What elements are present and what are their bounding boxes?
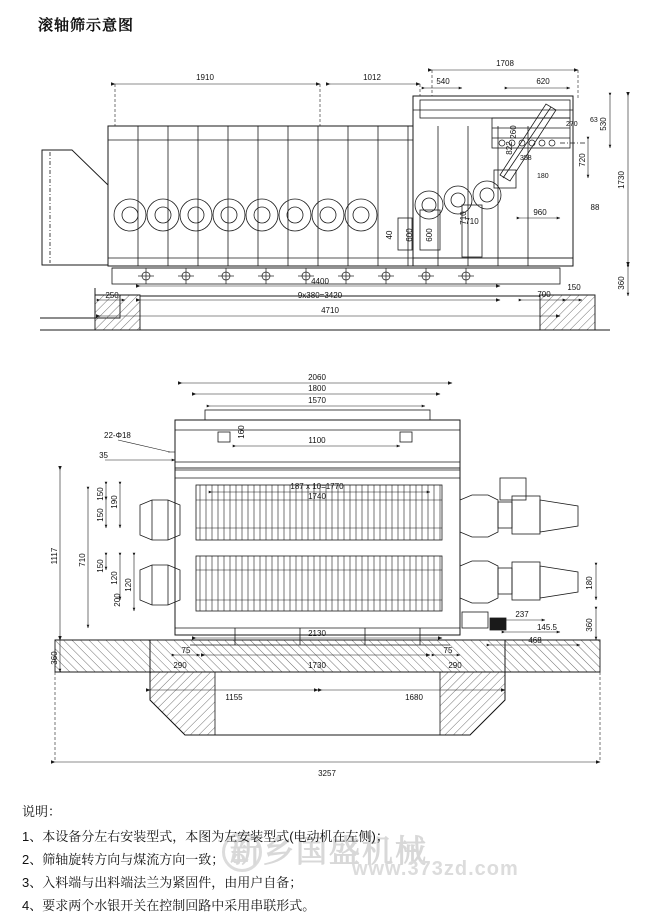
note-item-2: 2、筛轴旋转方向与煤流方向一致； — [22, 852, 225, 867]
svg-text:960: 960 — [533, 208, 547, 217]
svg-text:360: 360 — [617, 276, 626, 290]
svg-text:360: 360 — [50, 651, 59, 665]
svg-text:160: 160 — [237, 425, 246, 439]
svg-text:710: 710 — [459, 211, 468, 225]
svg-text:22-Φ18: 22-Φ18 — [104, 431, 131, 440]
svg-text:190: 190 — [110, 495, 119, 509]
svg-text:88: 88 — [590, 203, 600, 212]
svg-text:200: 200 — [113, 593, 122, 607]
side-elevation-view — [40, 59, 628, 330]
svg-text:180: 180 — [537, 173, 549, 180]
svg-text:250: 250 — [105, 291, 119, 300]
svg-text:150: 150 — [96, 508, 105, 522]
svg-text:1740: 1740 — [308, 492, 326, 501]
svg-text:120: 120 — [110, 571, 119, 585]
svg-text:1730: 1730 — [617, 171, 626, 189]
svg-text:120: 120 — [124, 578, 133, 592]
svg-text:260: 260 — [509, 125, 518, 139]
notes-block — [22, 800, 632, 917]
svg-text:1708: 1708 — [496, 59, 514, 68]
svg-text:187 x 10=1770: 187 x 10=1770 — [290, 482, 344, 491]
svg-text:9x380=3420: 9x380=3420 — [297, 291, 343, 300]
note-item-1: 1、本设备分左右安装型式，本图为左安装型式(电动机在左侧)； — [22, 829, 389, 844]
svg-text:150: 150 — [567, 283, 581, 292]
svg-text:822: 822 — [505, 141, 514, 155]
notes-heading: 说明： — [22, 804, 62, 819]
svg-text:620: 620 — [536, 77, 550, 86]
svg-text:600: 600 — [425, 228, 434, 242]
svg-text:1117: 1117 — [50, 547, 59, 565]
svg-text:3257: 3257 — [318, 769, 336, 778]
svg-text:290: 290 — [173, 661, 187, 670]
svg-text:540: 540 — [436, 77, 450, 86]
svg-text:1155: 1155 — [225, 693, 243, 702]
svg-text:710: 710 — [78, 553, 87, 567]
page-title: 滚轴筛示意图 — [38, 17, 135, 34]
svg-text:4710: 4710 — [321, 306, 339, 315]
svg-text:1800: 1800 — [308, 384, 326, 393]
svg-text:290: 290 — [448, 661, 462, 670]
svg-text:358: 358 — [520, 155, 532, 162]
svg-text:700: 700 — [537, 290, 551, 299]
note-item-3: 3、入料端与出料端法兰为紧固件，由用户自备； — [22, 875, 303, 890]
svg-text:150: 150 — [96, 487, 105, 501]
svg-text:1730: 1730 — [308, 661, 326, 670]
svg-text:180: 180 — [585, 576, 594, 590]
svg-text:35: 35 — [99, 451, 108, 460]
svg-text:63: 63 — [590, 117, 598, 124]
svg-text:237: 237 — [515, 610, 529, 619]
note-item-4: 4、要求两个水银开关在控制回路中采用串联形式。 — [22, 898, 316, 913]
svg-text:1680: 1680 — [405, 693, 423, 702]
svg-text:4400: 4400 — [311, 277, 329, 286]
svg-text:710: 710 — [465, 217, 479, 226]
svg-text:530: 530 — [599, 117, 608, 131]
svg-text:600: 600 — [405, 228, 414, 242]
svg-text:360: 360 — [585, 618, 594, 632]
svg-text:1910: 1910 — [196, 73, 214, 82]
svg-text:2130: 2130 — [308, 629, 326, 638]
svg-text:75: 75 — [181, 646, 191, 655]
svg-text:270: 270 — [566, 121, 578, 128]
svg-text:1012: 1012 — [363, 73, 381, 82]
svg-text:145.5: 145.5 — [536, 623, 558, 632]
svg-text:40: 40 — [385, 230, 394, 240]
svg-text:1100: 1100 — [308, 436, 326, 445]
svg-text:1570: 1570 — [308, 396, 326, 405]
svg-text:75: 75 — [443, 646, 453, 655]
svg-text:468: 468 — [528, 636, 542, 645]
watermark-text: 新乡国盛机械 — [230, 834, 428, 869]
watermark-url: www.373zd.com — [352, 858, 519, 880]
front-elevation-view — [50, 373, 600, 778]
svg-text:150: 150 — [96, 559, 105, 573]
svg-text:2060: 2060 — [308, 373, 326, 382]
svg-text:720: 720 — [578, 153, 587, 167]
